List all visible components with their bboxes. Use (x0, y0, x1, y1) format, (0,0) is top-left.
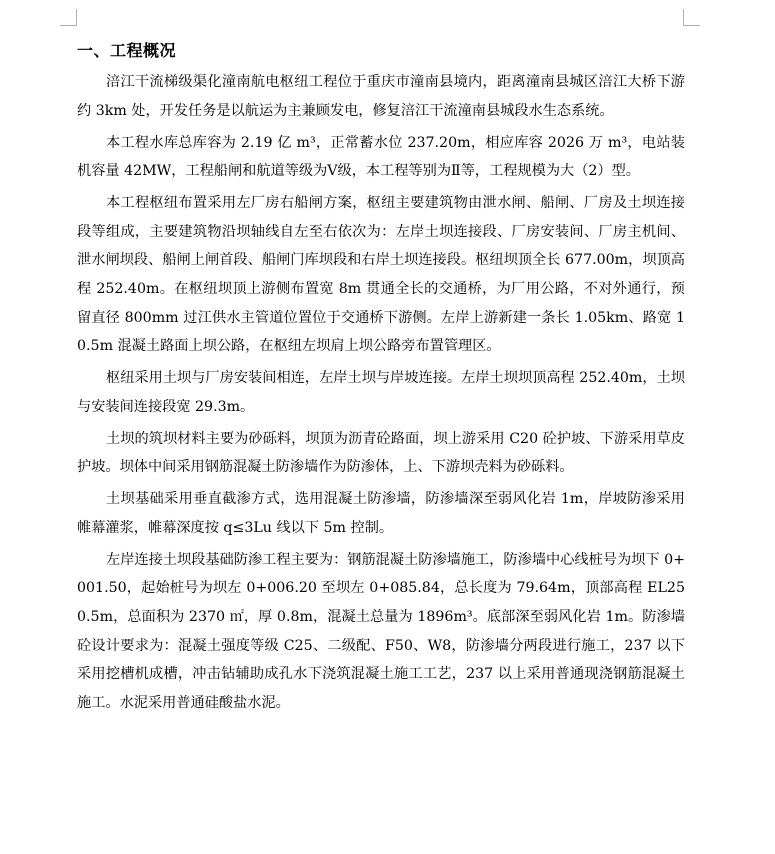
paragraph-foundation-seepage: 土坝基础采用垂直截渗方式，选用混凝土防渗墙，防渗墙深至弱风化岩 1m，岸坡防渗采用帷幕灌浆，帷幕深度按 q≤3Lu 线以下 5m 控制。 (77, 491, 685, 536)
section-heading: 一、工程概况 (77, 41, 177, 60)
document-body (77, 38, 685, 721)
paragraph-project-location: 涪江干流梯级渠化潼南航电枢纽工程位于重庆市潼南县境内，距离潼南县城区涪江大桥下游约 3km 处，开发任务是以航运为主兼顾发电，修复涪江干流潼南县城段水生态系统。 (77, 74, 685, 119)
page-corner-mark-right (683, 9, 700, 26)
paragraph-earth-dam-connection: 枢纽采用土坝与厂房安装间相连，左岸土坝与岸坡连接。左岸土坝坝顶高程 252.40m，土坝与安装间连接段宽 29.3m。 (77, 370, 685, 415)
paragraph-hub-layout: 本工程枢纽布置采用左厂房右船闸方案，枢纽主要建筑物由泄水闸、船闸、厂房及土坝连接段等组成，主要建筑物沿坝轴线自左至右依次为：左岸土坝连接段、厂房安装间、厂房主机间、泄水闸坝段、船闸上闸首段、船闸门库坝段和右岸土坝连接段。枢纽坝顶全长 677.00m，坝顶高程 252.40m。在枢纽坝顶上游侧布置宽 8m 贯通全长的交通桥，为厂用公路，不对外通行，预留直径 800mm 过江供水主管道位置位于交通桥下游侧。左岸上游新建一条长 1.05km、路宽 10.5m 混凝土路面上坝公路，在枢纽左坝肩上坝公路旁布置管理区。 (77, 195, 685, 355)
page-corner-mark-left (60, 9, 77, 26)
paragraph-cutoff-wall: 左岸连接土坝段基础防渗工程主要为：钢筋混凝土防渗墙施工，防渗墙中心线桩号为坝下 0+001.50，起始桩号为坝左 0+006.20 至坝左 0+085.84，总长度为 79.64m，顶部高程 EL250.5m，总面积为 2370 ㎡，厚 0.8m，混凝土总量为 1896m³。底部深至弱风化岩 1m。防渗墙砼设计要求为：混凝土强度等级 C25、二级配、F50、W8，防渗墙分两段进行施工，237 以下采用挖槽机成槽，冲击钻辅助成孔水下浇筑混凝土施工工艺，237 以上采用普通现浇钢筋混凝土施工。水泥采用普通硅酸盐水泥。 (77, 551, 685, 711)
paragraph-dam-materials: 土坝的筑坝材料主要为砂砾料，坝顶为沥青砼路面，坝上游采用 C20 砼护坡、下游采用草皮护坡。坝体中间采用钢筋混凝土防渗墙作为防渗体，上、下游坝壳料为砂砾料。 (77, 430, 685, 476)
paragraph-reservoir-capacity: 本工程水库总库容为 2.19 亿 m³，正常蓄水位 237.20m，相应库容 2026 万 m³，电站装机容量 42MW，工程船闸和航道等级为Ⅴ级，本工程等别为Ⅱ等，工程规模为大（2）型。 (77, 134, 685, 180)
